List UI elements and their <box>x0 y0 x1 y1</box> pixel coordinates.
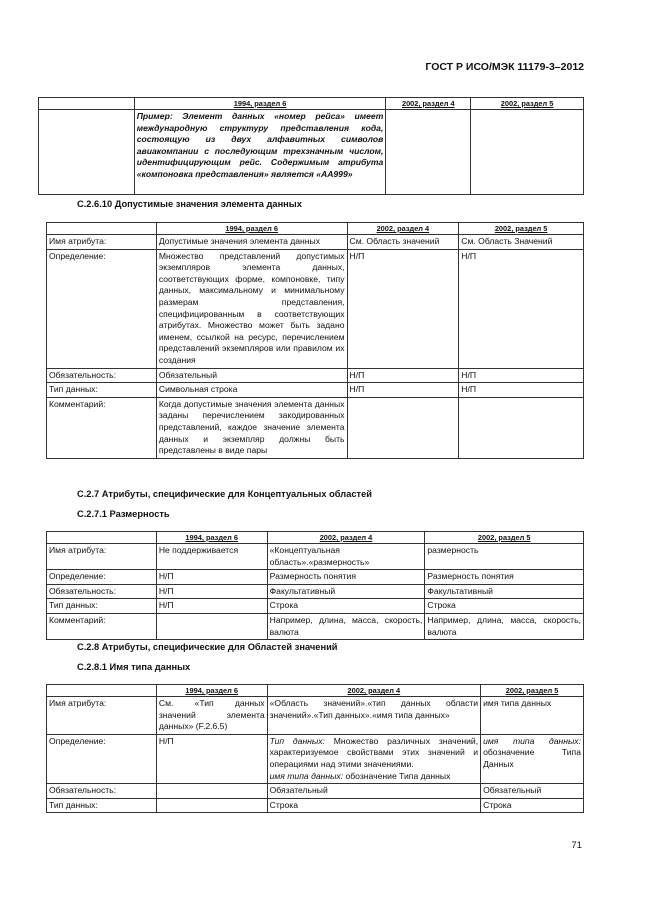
row-label: Тип данных: <box>47 599 157 614</box>
term: имя типа данных: <box>483 735 581 746</box>
cell: имя типа данных <box>481 697 584 735</box>
cell: Строка <box>425 599 584 614</box>
cell: Н/П <box>347 383 459 398</box>
cell: Н/П <box>156 734 267 783</box>
cell: Когда допустимые значения элемента данных заданы перечислением закодированных представлений, каждое значение элемента данных и экземпляр должны быть представлены в виде пары <box>156 397 347 458</box>
row-label: Комментарий: <box>47 397 157 458</box>
table-row <box>47 697 584 735</box>
col-header-2002-5: 2002, раздел 5 <box>459 223 584 235</box>
cell <box>459 397 584 458</box>
term-definition: Множество различных значений, характеризуемое свойствами этих значений и операциями над этими значениями. <box>269 735 479 769</box>
col-header-1994: 1994, раздел 6 <box>156 223 347 235</box>
cell <box>156 613 267 639</box>
col-header-2002-5: 2002, раздел 5 <box>425 532 584 544</box>
table-row <box>39 110 584 195</box>
cell: Множество представлений допустимых экземпляров элемента данных, соответствующих форме, компоновке, типу данных, максимальному и минимальному размерам представления, специфицированным в соответствующих атрибутах. Множество может быть задано именем, ссылкой на ресурс, перечислением представлений экземпляров или правилом их создания <box>156 249 347 368</box>
term: имя типа данных: <box>269 770 344 781</box>
cell: Строка <box>267 599 425 614</box>
table-row <box>47 235 584 250</box>
row-label: Обязательность: <box>47 368 157 383</box>
row-label: Комментарий: <box>47 613 157 639</box>
row-label: Имя атрибута: <box>47 697 157 735</box>
dimension-table <box>46 531 584 640</box>
cell: Н/П <box>347 368 459 383</box>
section-heading: С.2.7.1 Размерность <box>77 509 170 519</box>
col-header-2002-4: 2002, раздел 4 <box>267 685 481 697</box>
term-definition: обозначение Типа Данных <box>483 747 581 769</box>
table-row <box>47 798 584 813</box>
cell <box>156 798 267 813</box>
cell: Обязательный <box>267 784 481 799</box>
cell: Н/П <box>459 368 584 383</box>
section-heading: С.2.8 Атрибуты, специфические для Областей значений <box>77 642 338 652</box>
attributes-table <box>46 222 584 459</box>
cell: Размерность понятия <box>425 570 584 585</box>
table-row <box>47 599 584 614</box>
cell: «Область значений».«тип данных области значений».«Тип данных».«имя типа данных» <box>267 697 481 735</box>
cell: Обязательный <box>156 368 347 383</box>
example-text: Пример: Элемент данных «номер рейса» имеет международную структуру представления кода, состоящую из двух алфавитных символов авиакомпании с последующим трехзначным числом, идентифицирующим рейс. Содержимым атрибута «компоновка представления» является «АА999» <box>134 110 386 195</box>
term: Тип данных: <box>269 735 325 746</box>
definition-cell <box>481 734 584 783</box>
cell: Символьная строка <box>156 383 347 398</box>
cell: Строка <box>481 798 584 813</box>
row-label: Обязательность: <box>47 584 157 599</box>
table-header-row <box>39 98 584 110</box>
col-header-2002-4: 2002, раздел 4 <box>267 532 425 544</box>
cell: Н/П <box>347 249 459 368</box>
col-header-1994: 1994, раздел 6 <box>156 532 267 544</box>
row-label: Определение: <box>47 734 157 783</box>
table-row <box>47 368 584 383</box>
cell: Например, длина, масса, скорость, валюта <box>425 613 584 639</box>
page-number: 71 <box>571 840 582 851</box>
table-row <box>47 397 584 458</box>
cell: Н/П <box>156 584 267 599</box>
col-header-1994: 1994, раздел 6 <box>156 685 267 697</box>
cell: Строка <box>267 798 481 813</box>
cell: Например, длина, масса, скорость, валюта <box>267 613 425 639</box>
table-row <box>47 249 584 368</box>
row-label: Определение: <box>47 249 157 368</box>
table-row <box>47 784 584 799</box>
table-row <box>47 383 584 398</box>
table-header-row <box>47 532 584 544</box>
row-label: Имя атрибута: <box>47 544 157 570</box>
cell: Н/П <box>459 383 584 398</box>
col-header-2002-5: 2002, раздел 5 <box>481 685 584 697</box>
datatype-name-table <box>46 684 584 813</box>
cell: См. «Тип данных значений элемента данных» (F.2.6.5) <box>156 697 267 735</box>
section-heading: С.2.7 Атрибуты, специфические для Концептуальных областей <box>77 489 372 499</box>
table-row <box>47 544 584 570</box>
section-heading: С.2.6.10 Допустимые значения элемента данных <box>77 199 302 209</box>
cell: размерность <box>425 544 584 570</box>
table-row <box>47 570 584 585</box>
cell: Н/П <box>156 599 267 614</box>
table-row <box>47 584 584 599</box>
cell: Факультативный <box>425 584 584 599</box>
table-header-row <box>47 223 584 235</box>
row-label: Определение: <box>47 570 157 585</box>
row-label: Имя атрибута: <box>47 235 157 250</box>
cell <box>156 784 267 799</box>
table-row <box>47 613 584 639</box>
continuation-table <box>38 97 584 195</box>
cell: Н/П <box>459 249 584 368</box>
row-label: Тип данных: <box>47 798 157 813</box>
col-header-2002-4: 2002, раздел 4 <box>386 98 471 110</box>
definition-cell <box>267 734 481 783</box>
cell: Обязательный <box>481 784 584 799</box>
cell: Факультативный <box>267 584 425 599</box>
cell <box>347 397 459 458</box>
cell: Н/П <box>156 570 267 585</box>
cell: См. Область значений <box>347 235 459 250</box>
row-label: Тип данных: <box>47 383 157 398</box>
term-definition: обозначение Типа данных <box>343 770 451 781</box>
table-header-row <box>47 685 584 697</box>
cell: Размерность понятия <box>267 570 425 585</box>
document-id-header: ГОСТ Р ИСО/МЭК 11179-3–2012 <box>425 61 584 73</box>
cell: Допустимые значения элемента данных <box>156 235 347 250</box>
table-row <box>47 734 584 783</box>
col-header-2002-5: 2002, раздел 5 <box>471 98 584 110</box>
col-header-2002-4: 2002, раздел 4 <box>347 223 459 235</box>
cell: «Концептуальная область».«размерность» <box>267 544 425 570</box>
col-header-1994: 1994, раздел 6 <box>134 98 386 110</box>
cell: См. Область Значений <box>459 235 584 250</box>
cell: Не поддерживается <box>156 544 267 570</box>
section-heading: С.2.8.1 Имя типа данных <box>77 662 191 672</box>
row-label: Обязательность: <box>47 784 157 799</box>
